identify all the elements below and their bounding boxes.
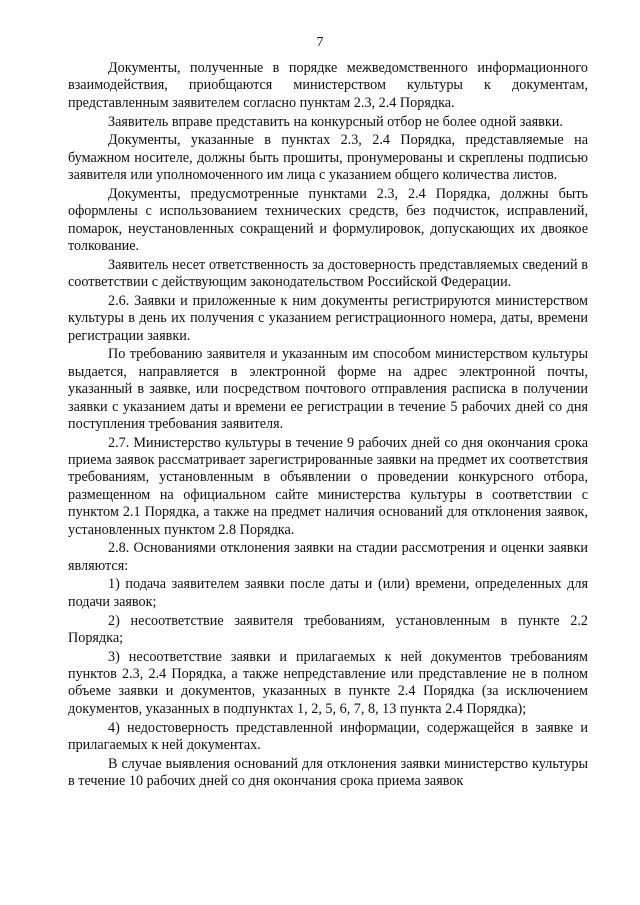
paragraph-paper-documents: Документы, указанные в пунктах 2.3, 2.4 Порядка, представляемые на бумажном носителе, должны быть прошиты, пронумерованы и скреплены подписью заявителя или уполномоченного им лица с указанием общего количества листов. [68,132,588,184]
paragraph-applicant-responsibility: Заявитель несет ответственность за достоверность представляемых сведений в соответствии с действующим законодательством Российской Федерации. [68,256,588,291]
list-item-rejection-1: 1) подача заявителем заявки после даты и (или) времени, определенных для подачи заявок; [68,576,588,610]
document-body [68,60,588,792]
paragraph-receipt-issuance: По требованию заявителя и указанным им способом министерством культуры выдается, направляется в электронной форме на адрес электронной почты, указанный в заявке, или посредством почтового отправления расписка в получении заявки с указанием даты и времени ее регистрации в течение 5 рабочих дней со дня поступления требования заявителя. [68,346,588,432]
paragraph-2-6-registration: 2.6. Заявки и приложенные к ним документы регистрируются министерством культуры в день их получения с указанием регистрационного номера, даты, времени регистрации заявки. [68,292,588,344]
list-item-rejection-2: 2) несоответствие заявителя требованиям, установленным в пункте 2.2 Порядка; [68,612,588,646]
list-item-rejection-3: 3) несоответствие заявки и прилагаемых к ней документов требованиям пунктов 2.3, 2.4 Порядка, а также непредставление или представление не в полном объеме заявки и документов, указанных в пункте 2.4 Порядка (за исключением документов, указанных в подпунктах 1, 2, 5, 6, 7, 8, 13 пункта 2.4 Порядка); [68,648,588,717]
paragraph-document-formatting: Документы, предусмотренные пунктами 2.3, 2.4 Порядка, должны быть оформлены с использованием технических средств, без подчисток, исправлений, помарок, неустановленных сокращений и формулировок, допускающих их двоякое толкование. [68,185,588,254]
paragraph-interagency-documents: Документы, полученные в порядке межведомственного информационного взаимодействия, приобщаются министерством культуры к документам, представленным заявителем согласно пунктам 2.3, 2.4 Порядка. [68,60,588,111]
list-item-rejection-4: 4) недостоверность представленной информации, содержащейся в заявке и прилагаемых к ней документах. [68,719,588,753]
paragraph-2-7-review: 2.7. Министерство культуры в течение 9 рабочих дней со дня окончания срока приема заявок рассматривает зарегистрированные заявки на предмет их соответствия требованиям, установленным в объявлении о проведении конкурсного отбора, размещенном на официальном сайте министерства культуры в соответствии с пунктом 2.1 Порядка, а также на предмет наличия оснований для отклонения заявок, установленных пунктом 2.8 Порядка. [68,434,588,538]
paragraph-one-application-limit: Заявитель вправе представить на конкурсный отбор не более одной заявки. [108,113,563,130]
paragraph-rejection-notice: В случае выявления оснований для отклонения заявки министерство культуры в течение 10 рабочих дней со дня окончания срока приема заявок [68,755,588,790]
page-number: 7 [316,35,324,50]
paragraph-2-8-rejection-grounds: 2.8. Основаниями отклонения заявки на стадии рассмотрения и оценки заявки являются: [68,540,588,574]
